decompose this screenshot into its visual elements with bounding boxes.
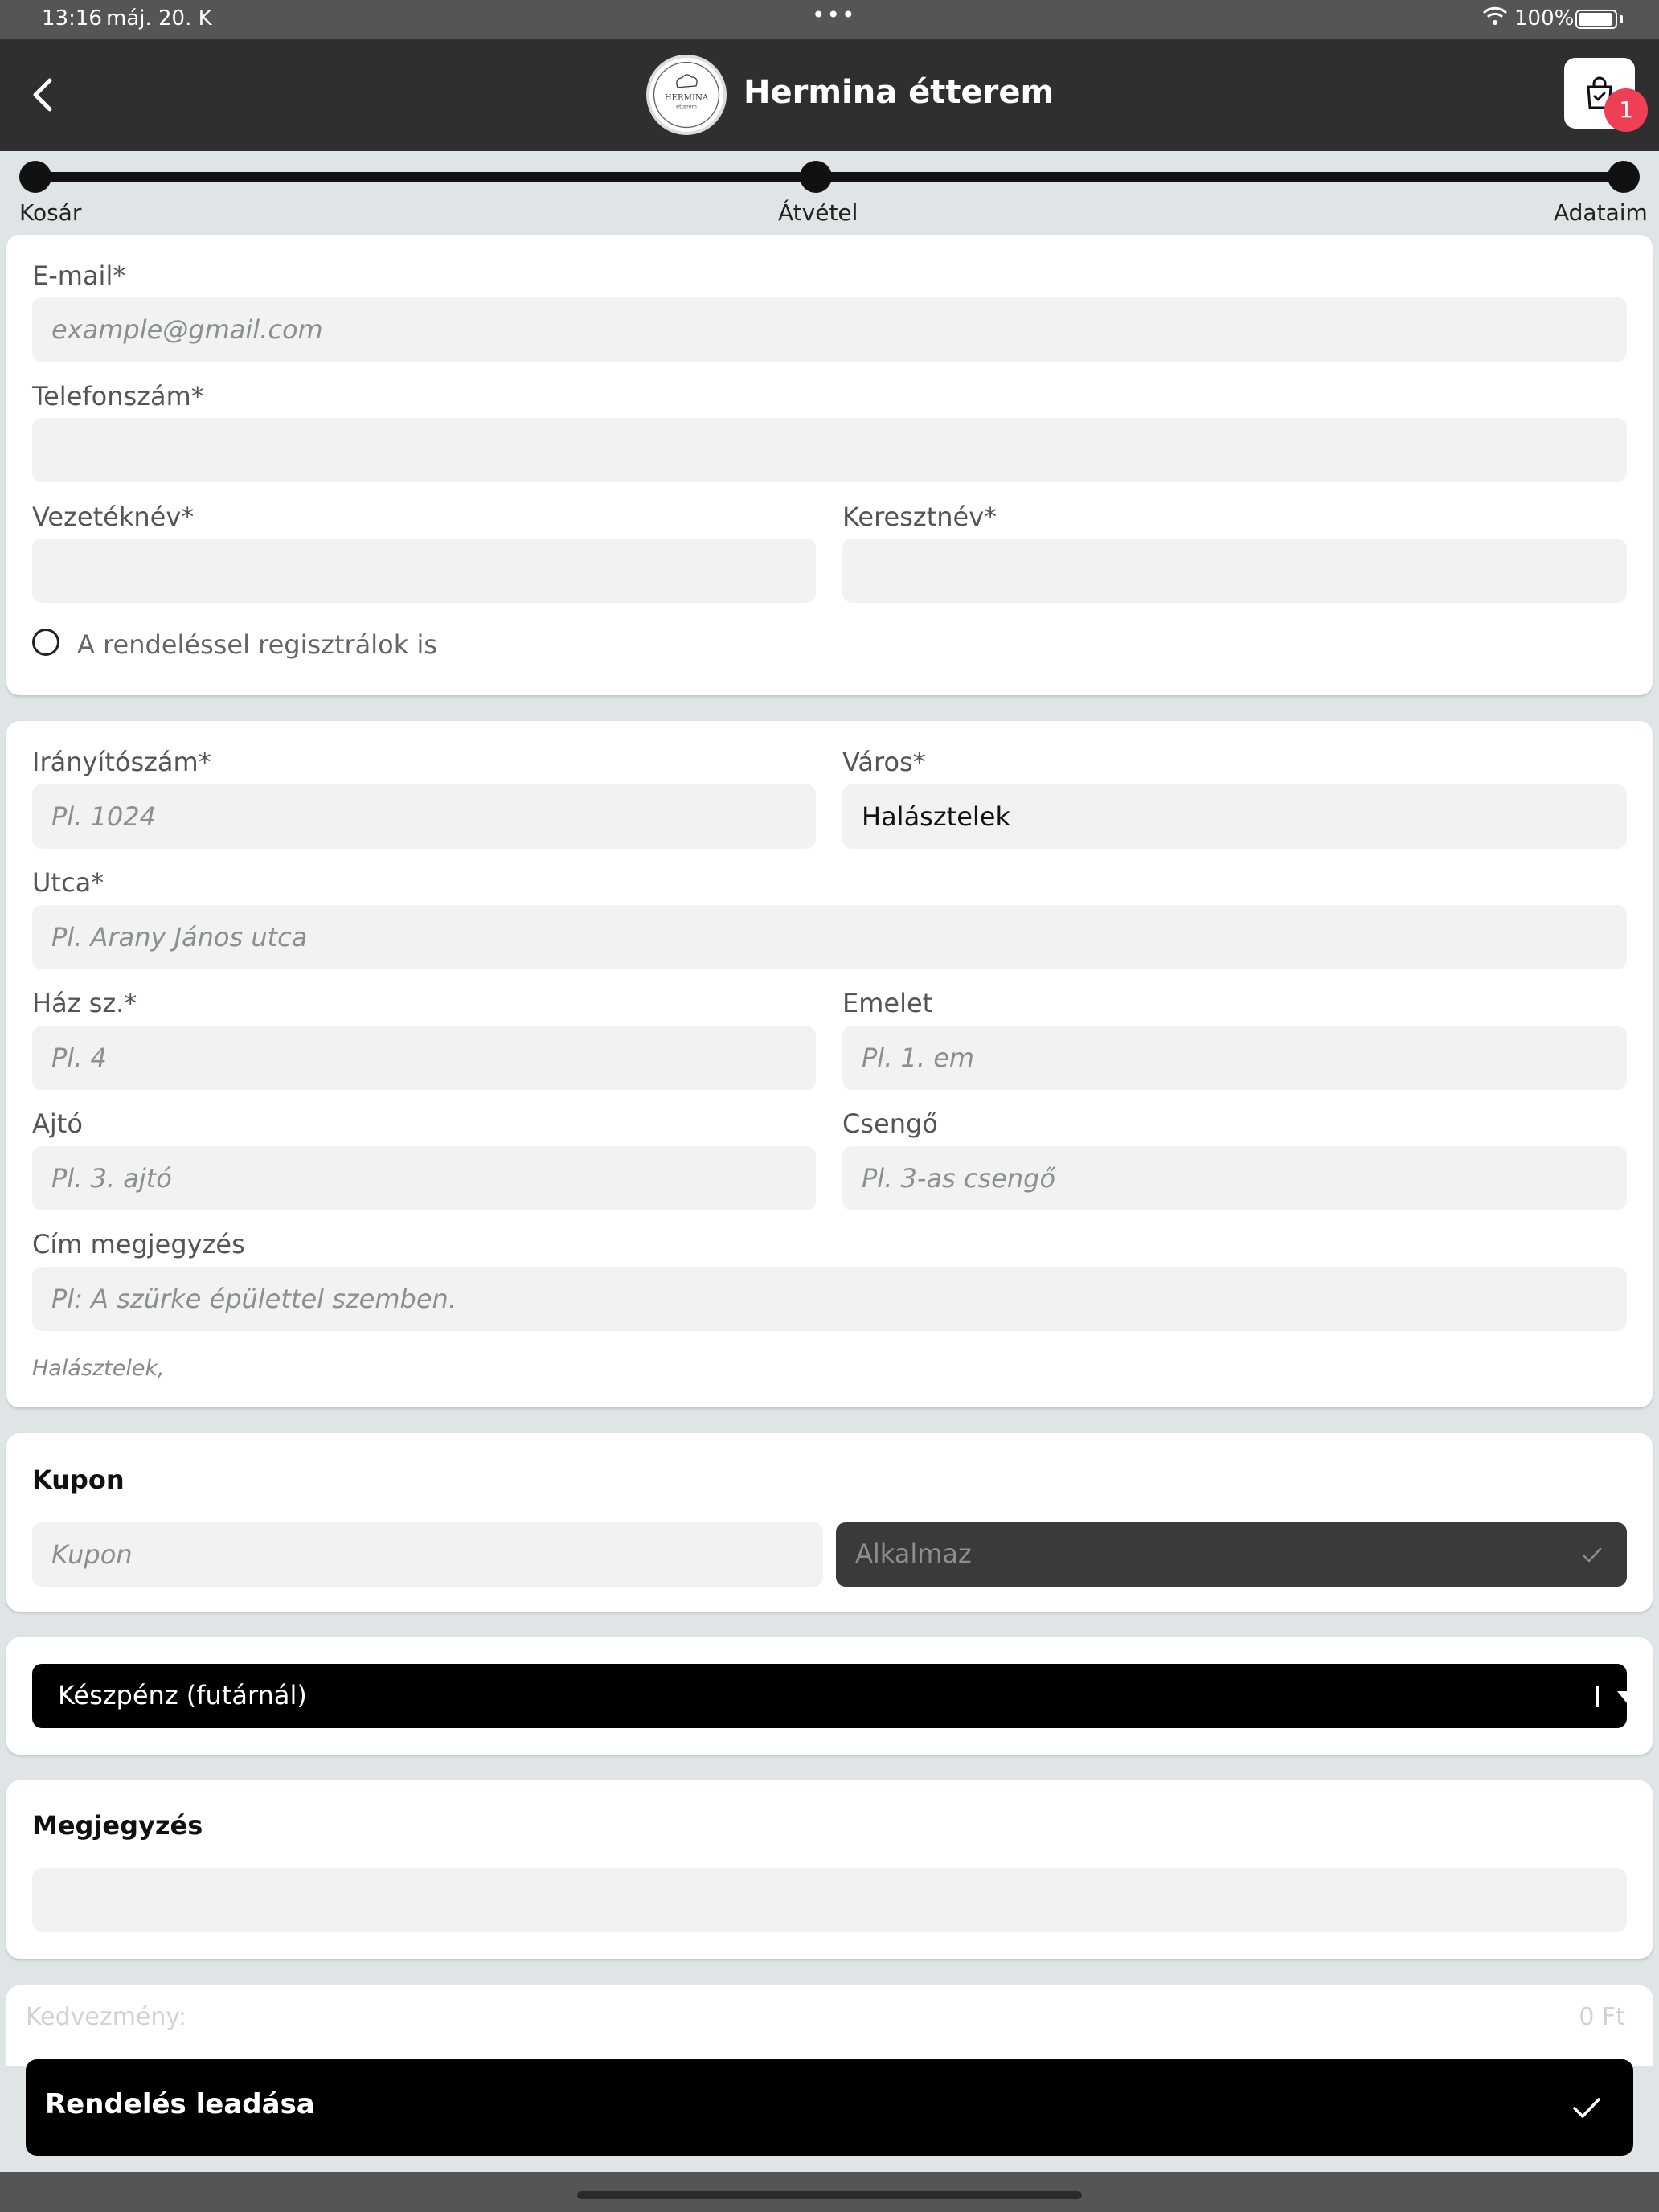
restaurant-logo	[646, 55, 727, 135]
checkout-stepper	[0, 151, 1659, 231]
email-field[interactable]	[32, 297, 1627, 362]
street-label: Utca*	[32, 867, 104, 898]
bell-label: Csengő	[842, 1108, 938, 1139]
home-indicator-area	[0, 2172, 1659, 2212]
chevron-left-icon	[21, 71, 69, 119]
order-summary	[6, 1985, 1653, 2066]
status-time: 13:16	[42, 6, 102, 31]
zip-label: Irányítószám*	[32, 747, 211, 777]
dropdown-arrow-icon	[1617, 1691, 1638, 1704]
place-order-label: Rendelés leadása	[45, 2088, 315, 2120]
logo-text: HERMINA	[664, 93, 709, 103]
bell-field[interactable]	[842, 1146, 1627, 1210]
discount-label: Kedvezmény:	[26, 2003, 187, 2031]
city-label: Város*	[842, 747, 926, 777]
home-indicator[interactable]	[577, 2191, 1082, 2199]
payment-method-select[interactable]	[32, 1664, 1627, 1728]
battery-icon	[1575, 10, 1617, 29]
battery-percent: 100%	[1514, 6, 1575, 31]
floor-field[interactable]	[842, 1026, 1627, 1090]
check-icon	[1571, 2091, 1603, 2124]
cart-count-badge: 1	[1604, 88, 1648, 132]
house-number-field[interactable]	[32, 1026, 816, 1090]
apply-coupon-button[interactable]	[836, 1522, 1627, 1587]
email-label: E-mail*	[32, 260, 126, 291]
floor-label: Emelet	[842, 988, 933, 1018]
zip-field[interactable]	[32, 784, 816, 849]
first-name-label: Keresztnév*	[842, 502, 997, 532]
door-field[interactable]	[32, 1146, 816, 1210]
step-label-cart[interactable]: Kosár	[19, 199, 82, 226]
app-header	[0, 39, 1659, 151]
last-name-label: Vezetéknév*	[32, 502, 195, 532]
step-dot-pickup[interactable]	[800, 161, 832, 193]
last-name-field[interactable]	[32, 539, 816, 603]
multitask-dots-icon[interactable]: •••	[812, 2, 857, 28]
order-note-field[interactable]	[32, 1868, 1627, 1932]
address-note-field[interactable]	[32, 1267, 1627, 1331]
step-label-pickup[interactable]: Átvétel	[778, 199, 858, 226]
phone-label: Telefonszám*	[32, 381, 204, 412]
step-dot-cart[interactable]	[19, 161, 51, 193]
check-icon	[1580, 1543, 1603, 1566]
wifi-icon	[1482, 6, 1508, 26]
status-bar	[0, 0, 1659, 39]
logo-subtext: étterem	[676, 103, 697, 110]
coupon-field[interactable]	[32, 1522, 823, 1587]
register-radio-label[interactable]: A rendeléssel regisztrálok is	[77, 629, 438, 660]
first-name-field[interactable]	[842, 539, 1627, 603]
door-label: Ajtó	[32, 1108, 83, 1139]
apply-coupon-label: Alkalmaz	[855, 1538, 972, 1569]
page-title: Hermina étterem	[743, 74, 1055, 111]
back-button[interactable]	[21, 71, 69, 119]
street-field[interactable]	[32, 905, 1627, 969]
discount-value: 0 Ft	[1579, 2003, 1625, 2031]
address-note-label: Cím megjegyzés	[32, 1229, 245, 1260]
phone-field[interactable]	[32, 418, 1627, 482]
note-title: Megjegyzés	[32, 1810, 203, 1841]
status-date: máj. 20. K	[106, 6, 212, 31]
city-field[interactable]	[842, 784, 1627, 849]
step-label-details[interactable]: Adataim	[1554, 199, 1648, 226]
house-number-label: Ház sz.*	[32, 988, 137, 1018]
step-dot-details[interactable]	[1608, 161, 1640, 193]
register-radio[interactable]	[32, 629, 59, 656]
address-summary: Halásztelek,	[32, 1356, 165, 1381]
payment-method-value: Készpénz (futárnál)	[58, 1680, 307, 1710]
coupon-title: Kupon	[32, 1464, 125, 1495]
place-order-button[interactable]	[26, 2059, 1633, 2156]
